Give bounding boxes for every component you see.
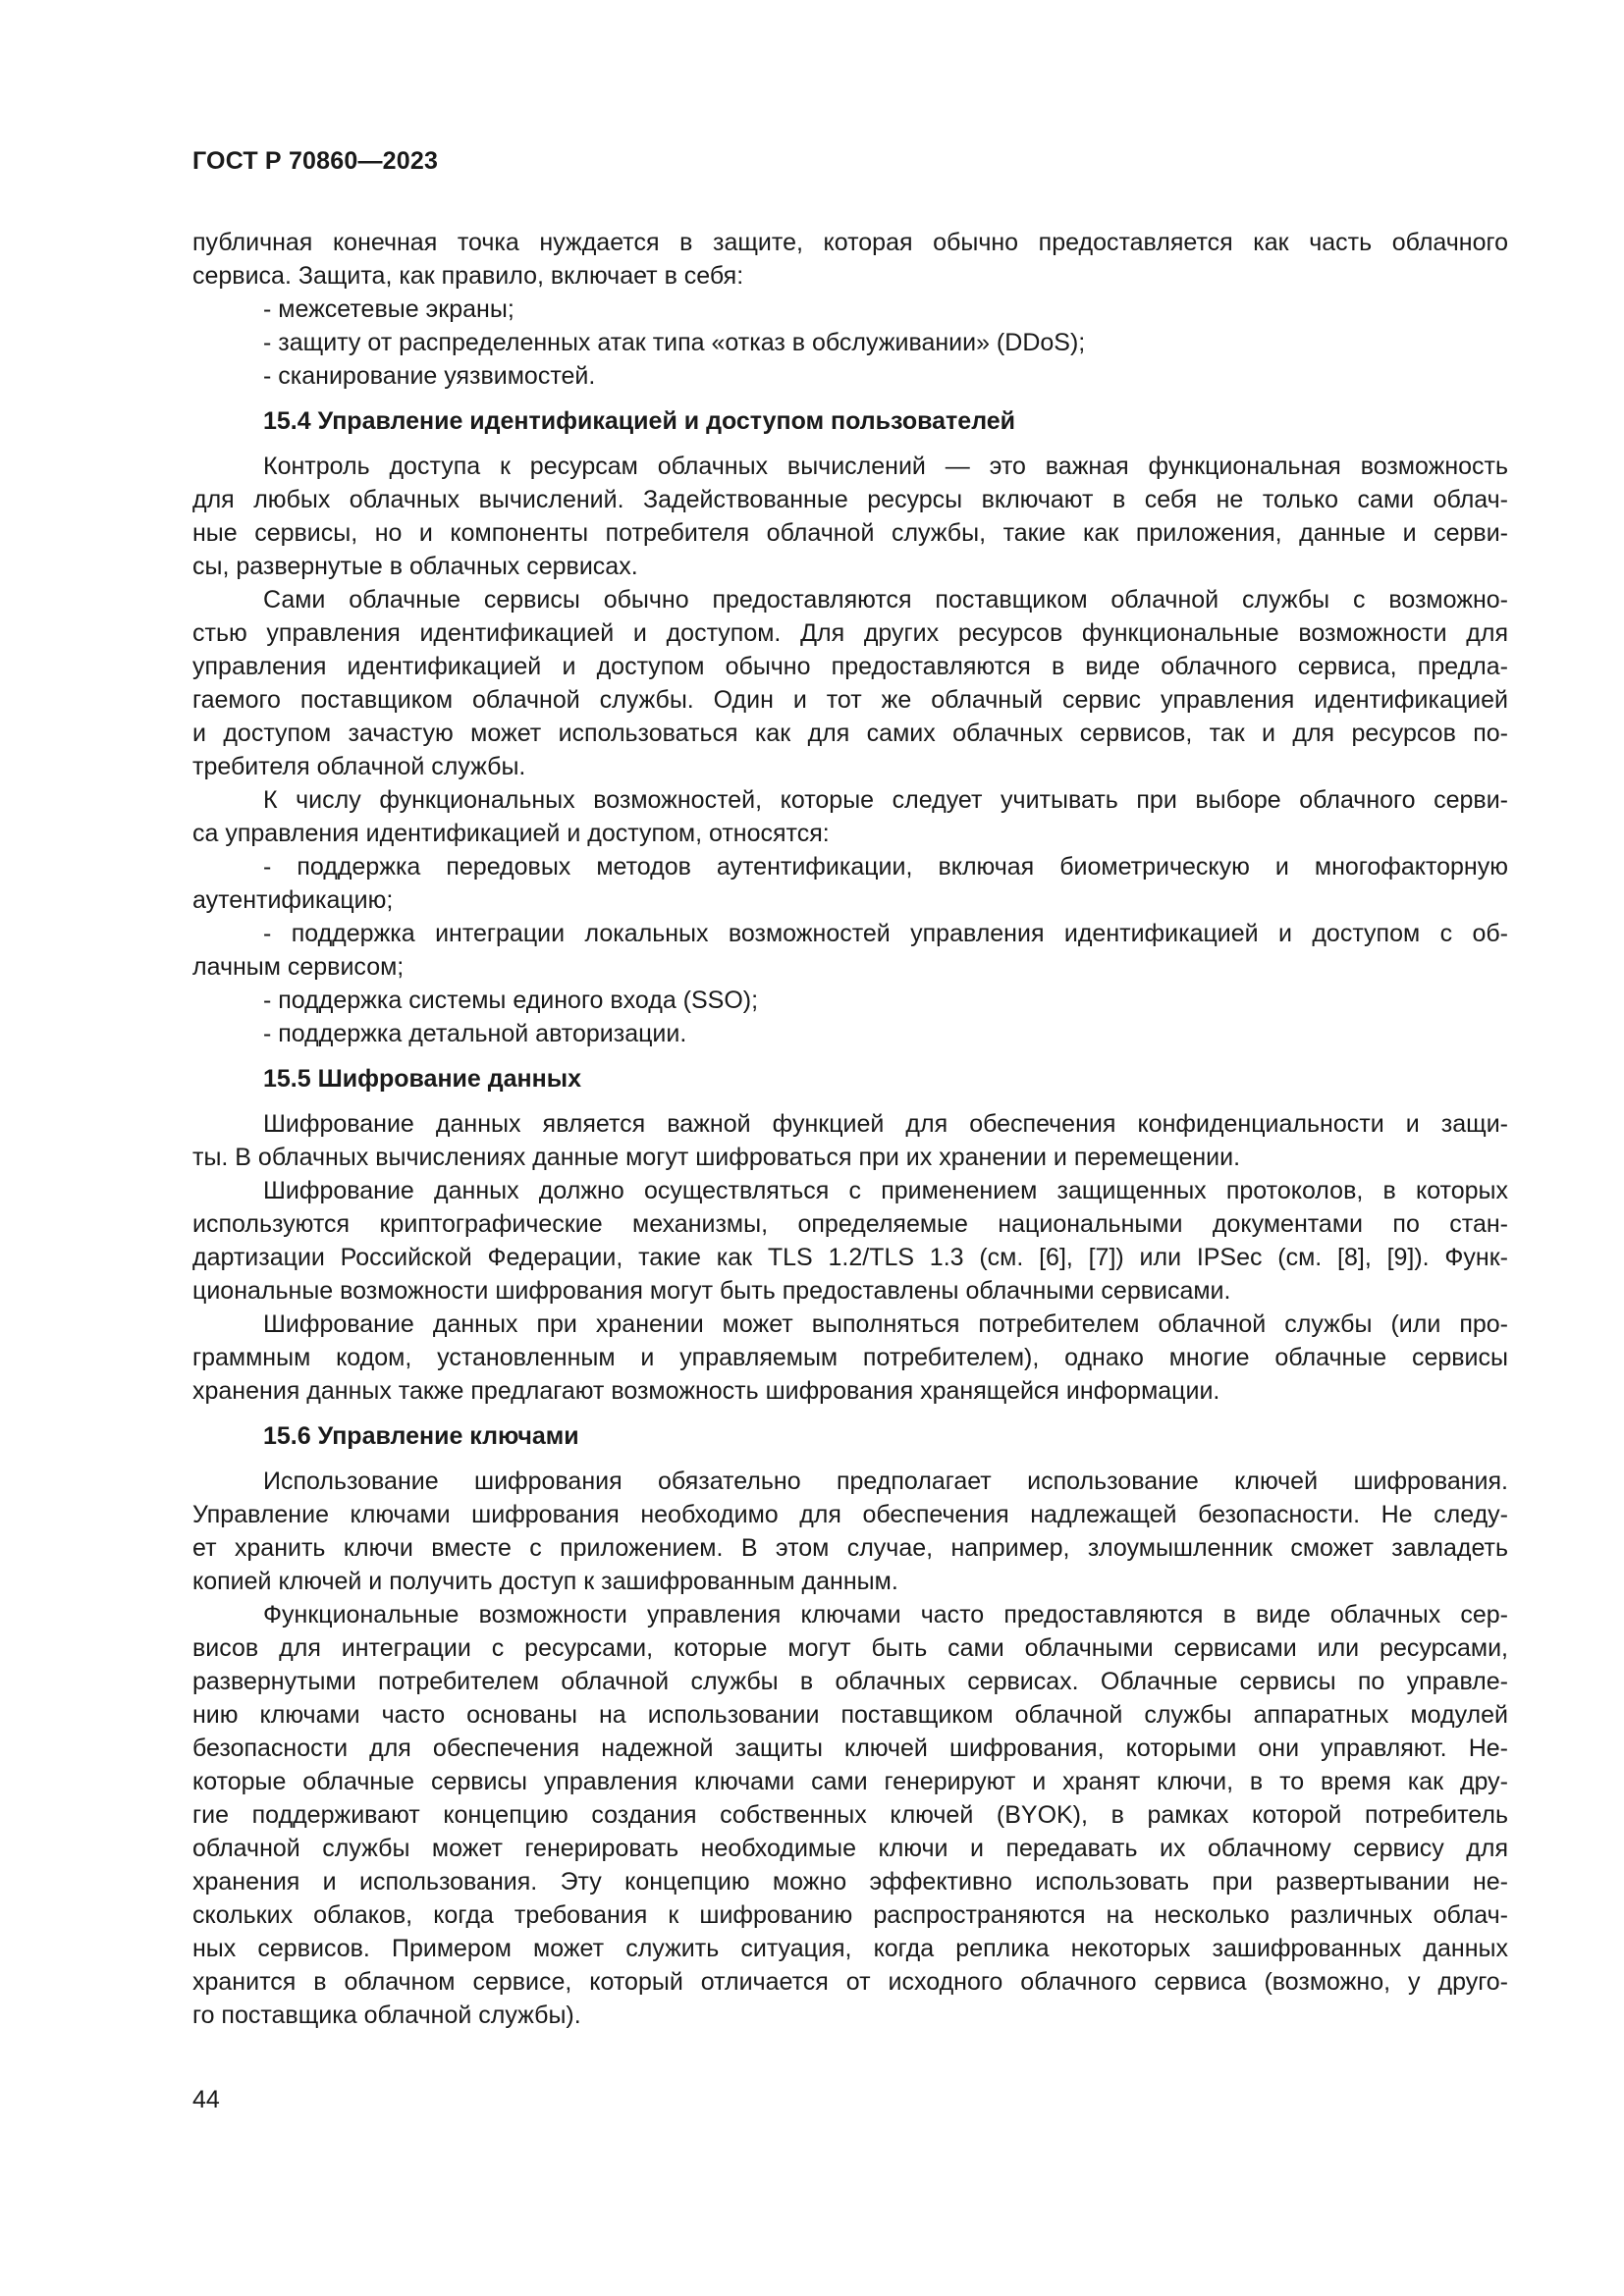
list-item: - поддержка детальной авторизации. xyxy=(263,1020,687,1047)
paragraph-line: используются криптографические механизмы, определяемые национальными документами по стан- xyxy=(192,1210,1508,1238)
paragraph-line: безопасности для обеспечения надежной защиты ключей шифрования, которыми они управляют. Не- xyxy=(192,1735,1508,1762)
paragraph-line: стью управления идентификацией и доступом. Для других ресурсов функциональные возможности для xyxy=(192,619,1508,647)
paragraph-line: управления идентификацией и доступом обычно предоставляются в виде облачного сервиса, предла- xyxy=(192,653,1508,680)
paragraph-line: ты. В облачных вычислениях данные могут шифроваться при их хранении и перемещении. xyxy=(192,1144,1241,1171)
paragraph-line: хранения данных также предлагают возможность шифрования хранящейся информации. xyxy=(192,1377,1220,1405)
paragraph-line: сы, развернутые в облачных сервисах. xyxy=(192,553,638,580)
paragraph-line: ет хранить ключи вместе с приложением. В этом случае, например, злоумышленник сможет завладеть xyxy=(192,1534,1508,1562)
list-item: - поддержка системы единого входа (SSO); xyxy=(263,987,759,1014)
paragraph-line: дартизации Российской Федерации, такие как TLS 1.2/TLS 1.3 (см. [6], [7]) или IPSec (см. [8], [9]). Функ- xyxy=(192,1244,1508,1271)
paragraph-line: ные сервисы, но и компоненты потребителя облачной службы, такие как приложения, данные и серви- xyxy=(192,519,1508,547)
paragraph-line: Функциональные возможности управления ключами часто предоставляются в виде облачных сер- xyxy=(263,1601,1508,1629)
paragraph-line: граммным кодом, установленным и управляемым потребителем), однако многие облачные сервисы xyxy=(192,1344,1508,1371)
paragraph-line: публичная конечная точка нуждается в защите, которая обычно предоставляется как часть облачного xyxy=(192,229,1508,256)
paragraph-line: хранения и использования. Эту концепцию можно эффективно использовать при развертывании не- xyxy=(192,1868,1508,1896)
document-code: ГОСТ Р 70860—2023 xyxy=(192,147,439,175)
list-item: - межсетевые экраны; xyxy=(263,295,514,323)
paragraph-line: го поставщика облачной службы). xyxy=(192,2002,581,2029)
paragraph-line: Шифрование данных при хранении может выполняться потребителем облачной службы (или про- xyxy=(263,1310,1508,1338)
paragraph-line: Использование шифрования обязательно предполагает использование ключей шифрования. xyxy=(263,1468,1508,1495)
page-content xyxy=(192,226,1508,2032)
paragraph-line: облачной службы может генерировать необходимые ключи и передавать их облачному сервису для xyxy=(192,1835,1508,1862)
paragraph-line: развернутыми потребителем облачной службы в облачных сервисах. Облачные сервисы по управле- xyxy=(192,1668,1508,1695)
paragraph-line: циональные возможности шифрования могут быть предоставлены облачными сервисами. xyxy=(192,1277,1231,1305)
paragraph-line: требителя облачной службы. xyxy=(192,753,526,780)
paragraph-line: Управление ключами шифрования необходимо для обеспечения надлежащей безопасности. Не следу- xyxy=(192,1501,1508,1528)
paragraph-line: которые облачные сервисы управления ключами сами генерируют и хранят ключи, в то время как дру- xyxy=(192,1768,1508,1795)
paragraph-line: и доступом зачастую может использоваться как для самих облачных сервисов, так и для ресурсов по- xyxy=(192,720,1508,747)
section-heading: 15.4 Управление идентификацией и доступом пользователей xyxy=(263,407,1016,435)
section-heading: 15.5 Шифрование данных xyxy=(263,1065,581,1093)
paragraph-line: сервиса. Защита, как правило, включает в себя: xyxy=(192,262,744,290)
paragraph-line: нию ключами часто основаны на использовании поставщиком облачной службы аппаратных модулей xyxy=(192,1701,1508,1729)
paragraph-line: ных сервисов. Примером может служить ситуация, когда реплика некоторых зашифрованных данных xyxy=(192,1935,1508,1962)
paragraph-line: гие поддерживают концепцию создания собственных ключей (BYOK), в рамках которой потребитель xyxy=(192,1801,1508,1829)
paragraph-line: хранится в облачном сервисе, который отличается от исходного облачного сервиса (возможно, у друго- xyxy=(192,1968,1508,1996)
section-heading: 15.6 Управление ключами xyxy=(263,1422,579,1450)
list-item: - защиту от распределенных атак типа «отказ в обслуживании» (DDoS); xyxy=(263,329,1086,356)
list-item: - поддержка интеграции локальных возможностей управления идентификацией и доступом с об- xyxy=(263,920,1508,947)
paragraph-line: висов для интеграции с ресурсами, которые могут быть сами облачными сервисами или ресурсами, xyxy=(192,1634,1508,1662)
list-item-continuation: аутентификацию; xyxy=(192,886,394,914)
paragraph-line: Шифрование данных является важной функцией для обеспечения конфиденциальности и защи- xyxy=(263,1110,1508,1138)
paragraph-line: Контроль доступа к ресурсам облачных вычислений — это важная функциональная возможность xyxy=(263,453,1508,480)
paragraph-line: гаемого поставщиком облачной службы. Один и тот же облачный сервис управления идентификацией xyxy=(192,686,1508,714)
paragraph-line: Шифрование данных должно осуществляться с применением защищенных протоколов, в которых xyxy=(263,1177,1508,1204)
page-number: 44 xyxy=(192,2086,220,2113)
paragraph-line: са управления идентификацией и доступом, относятся: xyxy=(192,820,830,847)
paragraph-line: для любых облачных вычислений. Задействованные ресурсы включают в себя не только сами облач- xyxy=(192,486,1508,513)
list-item-continuation: лачным сервисом; xyxy=(192,953,405,981)
list-item: - сканирование уязвимостей. xyxy=(263,362,596,390)
paragraph-line: К числу функциональных возможностей, которые следует учитывать при выборе облачного серви- xyxy=(263,786,1508,814)
paragraph-line: копией ключей и получить доступ к зашифрованным данным. xyxy=(192,1568,898,1595)
list-item: - поддержка передовых методов аутентификации, включая биометрическую и многофакторную xyxy=(263,853,1508,881)
paragraph-line: скольких облаков, когда требования к шифрованию распространяются на несколько различных облач- xyxy=(192,1901,1508,1929)
paragraph-line: Сами облачные сервисы обычно предоставляются поставщиком облачной службы с возможно- xyxy=(263,586,1508,614)
